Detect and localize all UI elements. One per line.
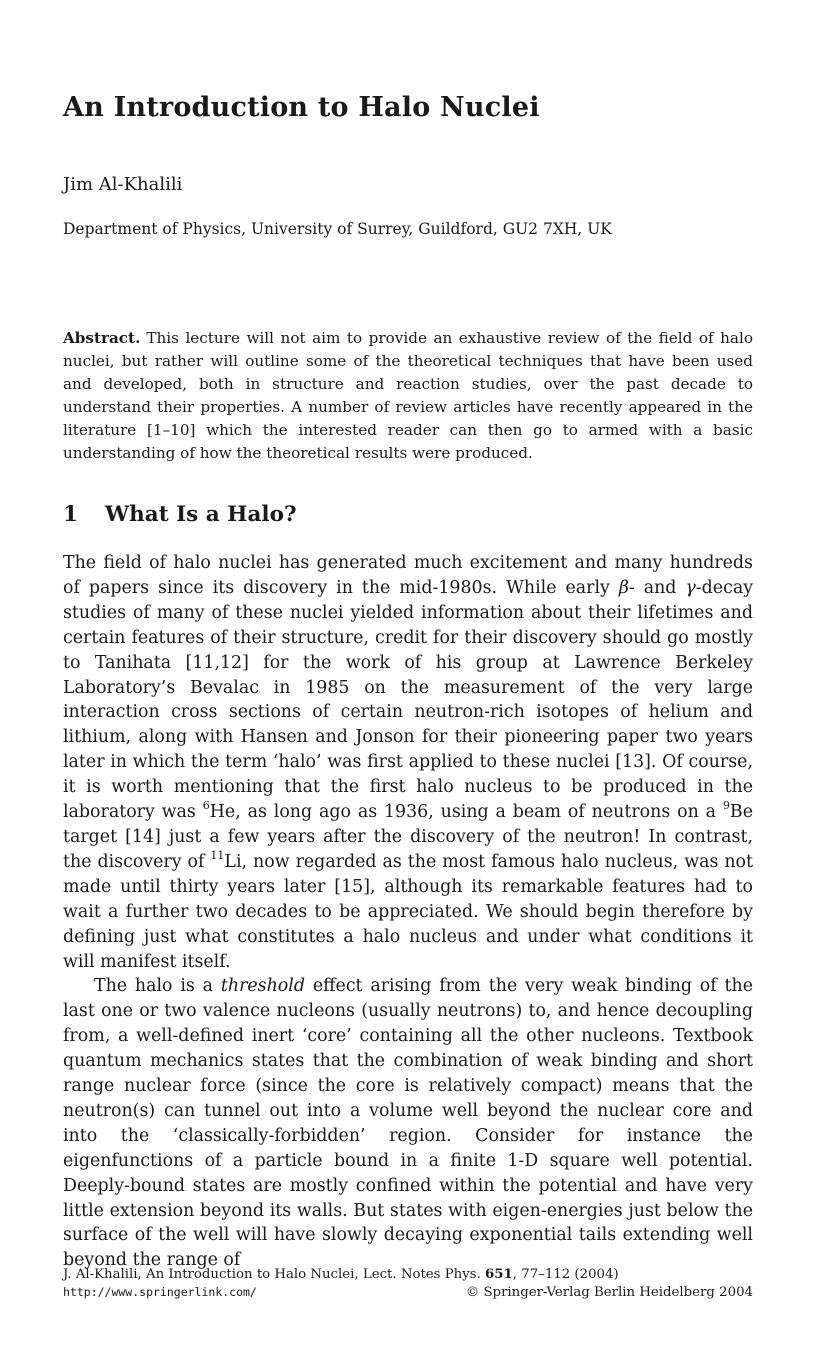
p1-text-1: The field of halo nuclei has generated much excitement and many hundreds of papers since its discovery in the mid-1980s. While early [63, 553, 753, 598]
beryllium-mass-number: 9 [722, 799, 730, 813]
p1-text-4: as long ago as 1936, using a beam of neutrons on a [247, 802, 717, 823]
helium-mass-number: 6 [202, 799, 210, 813]
p2-text-1: The halo is a [94, 976, 214, 997]
beta-symbol: β [618, 577, 629, 598]
section-title: What Is a Halo? [105, 502, 297, 527]
citation-suffix: , 77–112 (2004) [512, 1267, 619, 1282]
lithium-mass-number: 11 [210, 849, 225, 863]
abstract-text: This lecture will not aim to provide an exhaustive review of the field of halo nuclei, but rather will outline some of the theoretical techniques that have been used and developed, both in structure and reaction studies, over the past decade to understand their properties. A number of review articles have recently appeared in the literature [1–10] which the interested reader can then go to armed with a basic understanding of how the theoretical results were produced. [63, 329, 753, 462]
p1-text-6: now regarded as the most famous halo nucleus, was not made until thirty years later [15], although its remarkable features had to wait a further two decades to be appreciated. We should begin therefore by defining just what constitutes a halo nucleus and under what conditions it will manifest itself. [63, 851, 754, 972]
page-footer [63, 1266, 753, 1301]
author-name: Jim Al-Khalili [63, 174, 183, 195]
lithium-symbol: Li, [224, 851, 248, 872]
threshold-emphasis: threshold [220, 976, 305, 997]
abstract-label: Abstract. [63, 329, 141, 347]
helium-symbol: He, [209, 802, 241, 823]
paper-title: An Introduction to Halo Nuclei [63, 92, 540, 123]
section-number: 1 [63, 502, 78, 527]
author-affiliation: Department of Physics, University of Surrey, Guildford, GU2 7XH, UK [63, 220, 612, 238]
p1-text-2: - and [628, 577, 677, 598]
paragraph-2 [63, 974, 753, 1273]
gamma-symbol: γ [685, 577, 696, 598]
paragraph-1 [63, 551, 753, 974]
citation-prefix: J. Al-Khalili, An Introduction to Halo Nuclei, Lect. Notes Phys. [63, 1267, 481, 1282]
abstract [63, 327, 753, 465]
beryllium-symbol: Be [729, 802, 753, 823]
section-body [63, 551, 753, 1273]
citation-line [63, 1266, 753, 1284]
p2-text-2: effect arising from the very weak binding of the last one or two valence nucleons (usually neutrons) to, and hence decoupling from, a well-defined inert ‘core’ containing all the other nucleons. Textbook quantum mechanics states that the combination of weak binding and short range nuclear force (since the core is relatively compact) means that the neutron(s) can tunnel out into a volume well beyond the nuclear core and into the ‘classically-forbidden’ region. Consider for instance the eigenfunctions of a particle bound in a finite 1-D square well potential. Deeply-bound states are mostly confined within the potential and have very little extension beyond its walls. But states with eigen-energies just below the surface of the well will have slowly decaying exponential tails extending well beyond the range of [63, 976, 754, 1271]
copyright-notice: © Springer-Verlag Berlin Heidelberg 2004 [465, 1284, 753, 1300]
section-heading [63, 502, 297, 527]
footer-bottom-line [63, 1284, 753, 1302]
publisher-url[interactable]: http://www.springerlink.com/ [63, 1284, 257, 1299]
p1-text-5: target [14] just a few years after the discovery of the neutron! In contrast, the discovery of [63, 826, 753, 872]
volume-number: 651 [485, 1267, 513, 1282]
p1-text-3: -decay studies of many of these nuclei yielded information about their lifetimes and certain features of their structure, credit for their discovery should go mostly to Tanihata [11,12] for the work of his group at Lawrence Berkeley Laboratory’s Bevalac in 1985 on the measurement of the very large interaction cross sections of certain neutron-rich isotopes of helium and lithium, along with Hansen and Jonson for their pioneering paper two years later in which the term ‘halo’ was first applied to these nuclei [13]. Of course, it is worth mentioning that the first halo nucleus to be produced in the laboratory was [63, 577, 754, 823]
